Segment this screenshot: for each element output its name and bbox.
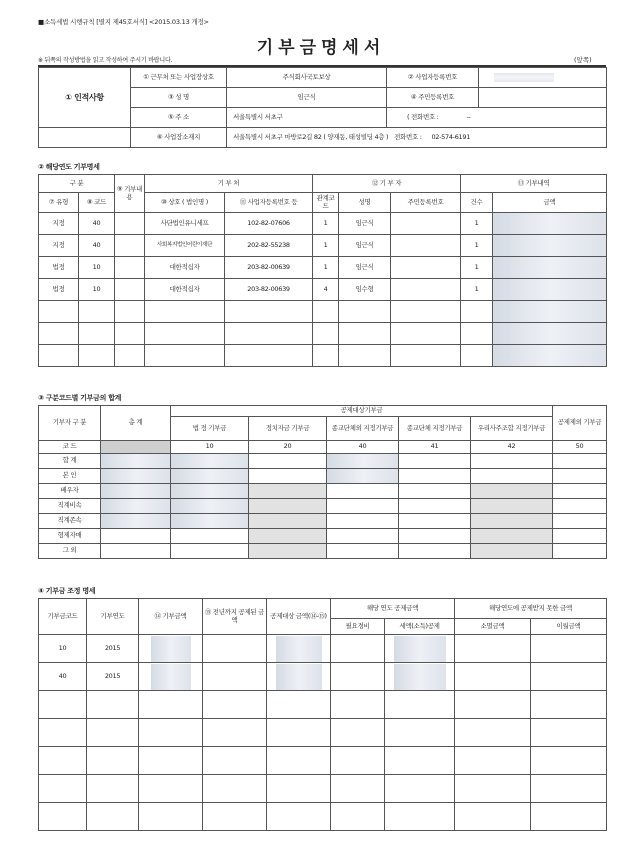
row-content xyxy=(115,213,145,235)
redacted-cell xyxy=(327,454,399,469)
row-rel: 4 xyxy=(313,279,339,301)
redacted-cell xyxy=(171,469,249,484)
table-row xyxy=(39,301,607,323)
table-row xyxy=(39,213,607,235)
col-adj-year: 기부연도 xyxy=(87,599,139,635)
address-value: 서울특별시 서초구 xyxy=(227,108,387,128)
address-phone-value: -- xyxy=(466,112,471,121)
col-total: 총 계 xyxy=(101,406,171,441)
col-adj-not: 해당연도에 공제받지 못한 금액 xyxy=(455,599,607,619)
col-adj-code: 기부금코드 xyxy=(39,599,87,635)
row-type: 법정 xyxy=(39,279,79,301)
col-code: ⑧ 코드 xyxy=(79,193,115,213)
redacted-cell xyxy=(139,635,203,663)
col-content: ⑨ 기부내용 xyxy=(115,175,145,213)
adj-row-code: 10 xyxy=(39,635,87,663)
code-label: 코 드 xyxy=(39,441,101,454)
company-label: ① 근무처 또는 사업장상호 xyxy=(131,68,227,88)
row-content xyxy=(115,235,145,257)
col-union: 우리사주조합 지정기부금 xyxy=(471,417,553,441)
row-donor-resno xyxy=(391,257,461,279)
adj-row-year: 2015 xyxy=(87,663,139,691)
adjustment-table xyxy=(38,598,607,831)
row-label: 배우자 xyxy=(39,484,101,499)
col-donor-resno: 주민등록번호 xyxy=(391,193,461,213)
table-row xyxy=(39,747,607,775)
section3-heading: ③ 구분코드별 기부금의 합계 xyxy=(38,394,122,402)
table-row xyxy=(39,279,607,301)
name-value: 임근식 xyxy=(227,88,387,108)
code-40: 40 xyxy=(327,441,399,454)
redacted-cell xyxy=(385,663,455,691)
table-row xyxy=(39,514,607,529)
code-41: 41 xyxy=(399,441,471,454)
row-donor-name: 임근식 xyxy=(339,213,391,235)
col-adj-amount: ⑭ 기부금액 xyxy=(139,599,203,635)
table-row xyxy=(39,454,607,469)
col-donee: 기 부 처 xyxy=(145,175,313,193)
row-donor-resno xyxy=(391,279,461,301)
bizno-value xyxy=(479,68,607,88)
table-row xyxy=(39,691,607,719)
col-deductible-group: 공제대상기부금 xyxy=(171,406,553,417)
row-label: 형제자매 xyxy=(39,529,101,544)
redacted-cell xyxy=(385,635,455,663)
adj-row-code: 40 xyxy=(39,663,87,691)
redacted-cell xyxy=(101,469,171,484)
redacted-cell xyxy=(171,499,249,514)
row-content xyxy=(115,257,145,279)
col-type: ⑦ 유형 xyxy=(39,193,79,213)
site-address xyxy=(227,128,607,148)
table-row xyxy=(39,719,607,747)
section2-heading: ② 해당연도 기부명세 xyxy=(38,163,100,171)
personal-info-label: ① 인적사항 xyxy=(39,68,131,128)
redacted-cell xyxy=(171,514,249,529)
row-donee: 사단법인유니세프 xyxy=(145,213,225,235)
code-42: 42 xyxy=(471,441,553,454)
site-address-value: 서울특별시 서초구 마방로2길 82 ( 양재동, 태성빌딩 4층 ) xyxy=(233,132,389,141)
row-count: 1 xyxy=(461,279,493,301)
company-value: 주식회사국토보상 xyxy=(227,68,387,88)
code-50: 50 xyxy=(553,441,607,454)
page-title: 기부금명세서 xyxy=(256,38,386,58)
redacted-cell xyxy=(327,469,399,484)
row-bizno: 203-82-00639 xyxy=(225,257,313,279)
col-gubun: 구 분 xyxy=(39,175,115,193)
col-amount: 금액 xyxy=(493,193,607,213)
row-count: 1 xyxy=(461,213,493,235)
redacted-cell xyxy=(101,484,171,499)
row-content xyxy=(115,279,145,301)
row-rel: 1 xyxy=(313,257,339,279)
redacted-cell xyxy=(267,635,331,663)
instruction-note: ※ 뒤쪽의 작성방법을 읽고 작성하여 주시기 바랍니다. xyxy=(38,57,173,64)
row-donor-resno xyxy=(391,213,461,235)
table-row xyxy=(39,499,607,514)
donation-detail-table xyxy=(38,174,607,367)
table-row xyxy=(39,235,607,257)
code-10: 10 xyxy=(171,441,249,454)
col-adj-carry: 이월금액 xyxy=(531,619,607,635)
redacted-cell xyxy=(171,484,249,499)
table-row xyxy=(39,323,607,345)
table-row xyxy=(39,345,607,367)
row-type: 지정 xyxy=(39,213,79,235)
col-donee-bizno: ⑪ 사업자등록번호 등 xyxy=(225,193,313,213)
bizno-label: ② 사업자등록번호 xyxy=(387,68,479,88)
row-donor-name: 임근식 xyxy=(339,235,391,257)
row-label: 본 인 xyxy=(39,469,101,484)
col-legal: 법 정 기부금 xyxy=(171,417,249,441)
address-phone-label: ( 전화번호 : xyxy=(407,112,439,121)
col-donor: ⑫ 기 부 자 xyxy=(313,175,461,193)
table-row xyxy=(39,663,607,691)
blank-cell xyxy=(39,128,131,148)
section4-heading: ④ 기부금 조정 명세 xyxy=(38,587,96,595)
table-row xyxy=(39,635,607,663)
redacted-cell xyxy=(139,663,203,691)
row-label: 직계존속 xyxy=(39,514,101,529)
col-adj-this-year: 해당 연도 공제금액 xyxy=(331,599,455,619)
table-row xyxy=(39,257,607,279)
row-type: 법정 xyxy=(39,257,79,279)
row-amount-redacted xyxy=(493,257,607,279)
row-code: 40 xyxy=(79,213,115,235)
col-adj-target: 공제대상 금액(⑭-⑮) xyxy=(267,599,331,635)
redacted-cell xyxy=(101,499,171,514)
row-label: 직계비속 xyxy=(39,499,101,514)
row-amount-redacted xyxy=(493,279,607,301)
form-header-line: ■소득세법 시행규칙 [별지 제45호서식] <2015.03.13 개정> xyxy=(38,18,209,26)
table-row xyxy=(39,484,607,499)
table-row xyxy=(39,469,607,484)
row-code: 10 xyxy=(79,279,115,301)
col-political: 정치자금 기부금 xyxy=(249,417,327,441)
row-count: 1 xyxy=(461,257,493,279)
resno-label: ④ 주민등록번호 xyxy=(387,88,479,108)
row-donee: 사회복지법인어린이재단 xyxy=(145,235,225,257)
row-bizno: 102-82-07606 xyxy=(225,213,313,235)
table-row xyxy=(39,529,607,544)
col-excluded: 공제제외 기부금 xyxy=(553,406,607,441)
personal-info-table xyxy=(38,67,607,148)
address-phone xyxy=(387,108,607,128)
code-20: 20 xyxy=(249,441,327,454)
row-rel: 1 xyxy=(313,235,339,257)
row-label: 합 계 xyxy=(39,454,101,469)
row-bizno: 202-82-55238 xyxy=(225,235,313,257)
site-phone-value: 02-574-6191 xyxy=(431,132,471,141)
code-total-cell xyxy=(101,441,171,454)
table-row xyxy=(39,544,607,559)
redacted-cell xyxy=(101,514,171,529)
name-label: ③ 성 명 xyxy=(131,88,227,108)
col-donor-name: 성명 xyxy=(339,193,391,213)
table-row xyxy=(39,803,607,831)
row-amount-redacted xyxy=(493,213,607,235)
page-side-label: (앞쪽) xyxy=(574,56,592,64)
table-row xyxy=(39,775,607,803)
row-label: 그 외 xyxy=(39,544,101,559)
redacted-cell xyxy=(101,454,171,469)
row-donee: 대한적십자 xyxy=(145,279,225,301)
col-donor-gubun: 기부자 구 분 xyxy=(39,406,101,441)
col-adj-prev: ⑮ 전년까지 공제된 금액 xyxy=(203,599,267,635)
col-adj-necessary: 필요경비 xyxy=(331,619,385,635)
col-count: 건수 xyxy=(461,193,493,213)
col-rel: 관계코드 xyxy=(313,193,339,213)
col-religious-ex: 종교단체외 지정기부금 xyxy=(327,417,399,441)
row-code: 10 xyxy=(79,257,115,279)
redacted-cell xyxy=(267,663,331,691)
col-adj-expired: 소멸금액 xyxy=(455,619,531,635)
row-donor-name: 임수형 xyxy=(339,279,391,301)
row-bizno: 203-82-00639 xyxy=(225,279,313,301)
row-type: 지정 xyxy=(39,235,79,257)
site-label: ⑥ 사업장소재지 xyxy=(131,128,227,148)
col-adj-tax: 세액(소득)공제 xyxy=(385,619,455,635)
row-count: 1 xyxy=(461,235,493,257)
site-phone-label: 전화번호 : xyxy=(394,132,422,141)
col-detail: ⑬ 기부내역 xyxy=(461,175,607,193)
resno-value xyxy=(479,88,607,108)
row-amount-redacted xyxy=(493,235,607,257)
col-donee-name: ⑩ 상호 ( 법인명 ) xyxy=(145,193,225,213)
redacted-cell xyxy=(171,454,249,469)
row-donor-resno xyxy=(391,235,461,257)
row-rel: 1 xyxy=(313,213,339,235)
row-donor-name: 임근식 xyxy=(339,257,391,279)
row-donee: 대한적십자 xyxy=(145,257,225,279)
adj-row-year: 2015 xyxy=(87,635,139,663)
code-totals-table xyxy=(38,405,607,559)
address-label: ⑤ 주 소 xyxy=(131,108,227,128)
col-religious: 종교단체 지정기부금 xyxy=(399,417,471,441)
row-code: 40 xyxy=(79,235,115,257)
